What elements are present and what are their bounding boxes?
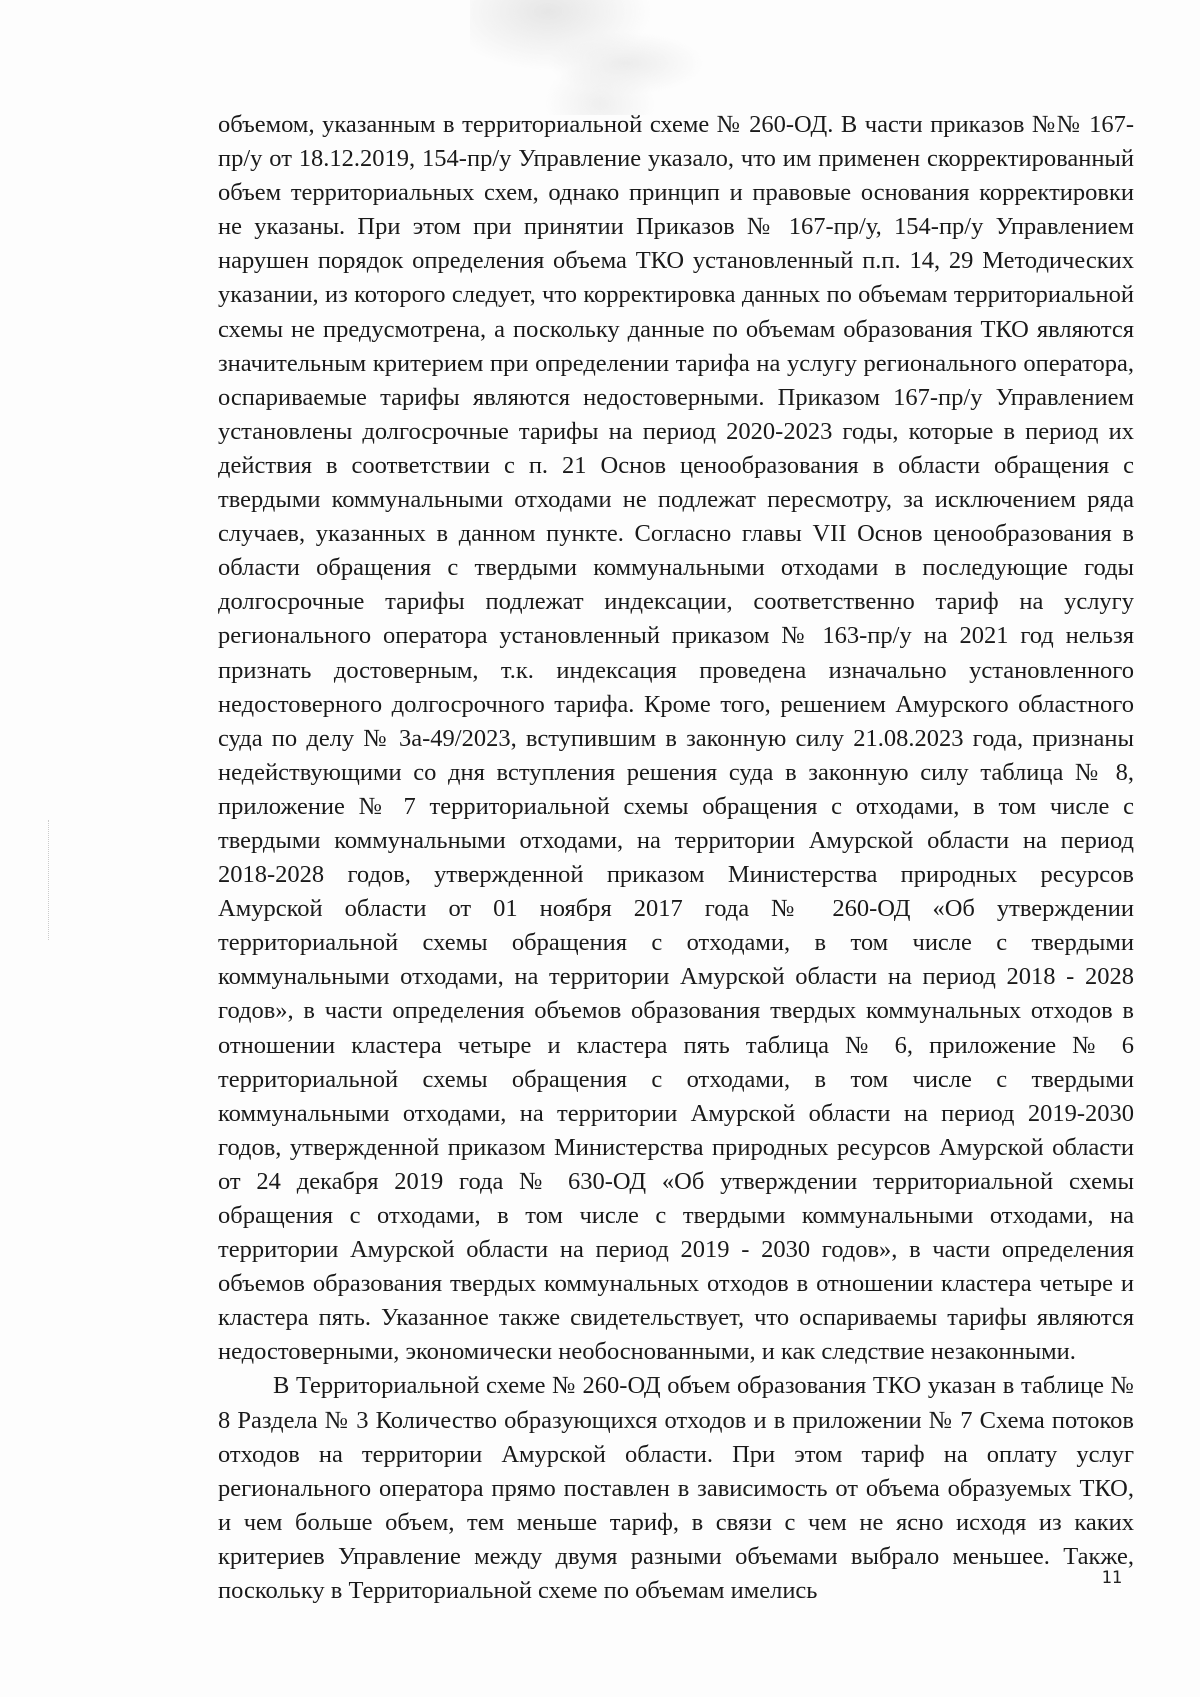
margin-marks: [48, 820, 55, 940]
body-text: [218, 108, 1134, 1608]
scan-artifact: [470, 0, 730, 115]
paragraph-1: объемом, указанным в территориальной схеме № 260-ОД. В части приказов №№ 167-пр/у от 18.12.2019, 154-пр/у Управление указало, что им применен скорректированный объем территориальных схем, однако принцип и правовые основания корректировки не указаны. При этом при принятии Приказов № 167-пр/у, 154-пр/у Управлением нарушен порядок определения объема ТКО установленный п.п. 14, 29 Методических указании, из которого следует, что корректировка данных по объемам территориальной схемы не предусмотрена, а поскольку данные по объемам образования ТКО являются значительным критерием при определении тарифа на услугу регионального оператора, оспариваемые тарифы являются недостоверными. Приказом 167-пр/у Управлением установлены долгосрочные тарифы на период 2020-2023 годы, которые в период их действия в соответствии с п. 21 Основ ценообразования в области обращения с твердыми коммунальными отходами не подлежат пересмотру, за исключением ряда случаев, указанных в данном пункте. Согласно главы VII Основ ценообразования в области обращения с твердыми коммунальными отходами в последующие годы долгосрочные тарифы подлежат индексации, соответственно тариф на услугу регионального оператора установленный приказом № 163-пр/у на 2021 год нельзя признать достоверным, т.к. индексация проведена изначально установленного недостоверного долгосрочного тарифа. Кроме того, решением Амурского областного суда по делу № 3а-49/2023, вступившим в законную силу 21.08.2023 года, признаны недействующими со дня вступления решения суда в законную силу таблица № 8, приложение № 7 территориальной схемы обращения с отходами, в том числе с твердыми коммунальными отходами, на территории Амурской области на период 2018-2028 годов, утвержденной приказом Министерства природных ресурсов Амурской области от 01 ноября 2017 года № 260-ОД «Об утверждении территориальной схемы обращения с отходами, в том числе с твердыми коммунальными отходами, на территории Амурской области на период 2018 - 2028 годов», в части определения объемов образования твердых коммунальных отходов в отношении кластера четыре и кластера пять таблица № 6, приложение № 6 территориальной схемы обращения с отходами, в том числе с твердыми коммунальными отходами, на территории Амурской области на период 2019-2030 годов, утвержденной приказом Министерства природных ресурсов Амурской области от 24 декабря 2019 года № 630-ОД «Об утверждении территориальной схемы обращения с отходами, в том числе с твердыми коммунальными отходами, на территории Амурской области на период 2019 - 2030 годов», в части определения объемов образования твердых коммунальных отходов в отношении кластера четыре и кластера пять. Указанное также свидетельствует, что оспариваемы тарифы являются недостоверными, экономически необоснованными, и как следствие незаконными.: [218, 111, 1134, 1366]
page-number: 11: [1101, 1568, 1122, 1588]
paragraph-2: В Территориальной схеме № 260-ОД объем образования ТКО указан в таблице № 8 Раздела № 3 Количество образующихся отходов и в приложении № 7 Схема потоков отходов на территории Амурской области. При этом тариф на оплату услуг регионального оператора прямо поставлен в зависимость от объема образуемых ТКО, и чем больше объем, тем меньше тариф, в связи с чем не ясно исходя из каких критериев Управление между двумя разными объемами выбрало меньшее. Также, поскольку в Территориальной схеме по объемам имелись: [218, 1372, 1134, 1605]
